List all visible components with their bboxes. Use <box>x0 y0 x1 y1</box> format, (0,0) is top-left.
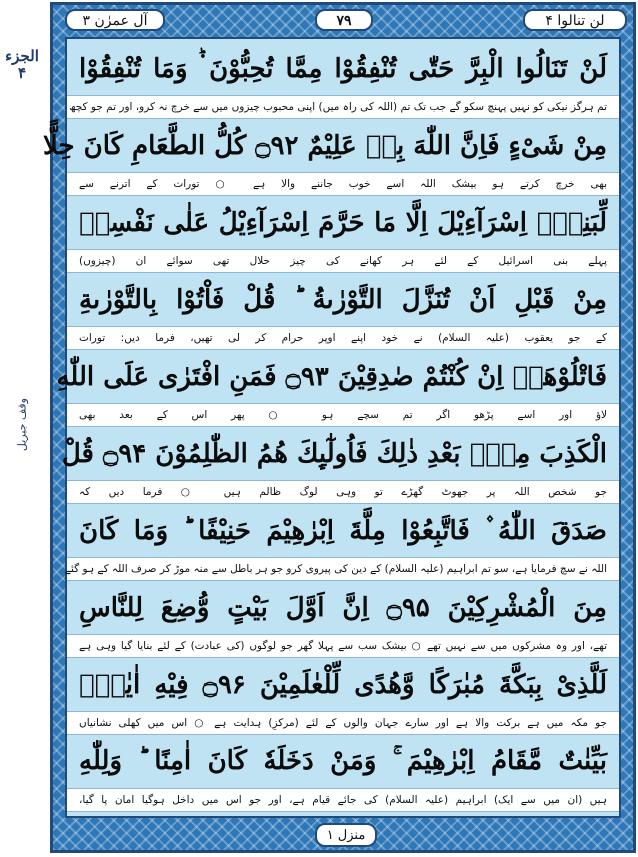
surah-name-label: آل عمرٰن ۳ <box>65 9 165 31</box>
page-number: ۷۹ <box>315 9 373 31</box>
translation-line: بھی خرچ کرتے ہو بیشک اللہ اسے خوب جاننے والا ہے ○ تورات کے اترنے سے <box>67 172 619 196</box>
translation-line: تم ہرگز نیکی کو نہیں پہنچ سکو گے جب تک تم (اللہ کی راہ میں) اپنی محبوب چیزوں میں سے خرچ نہ کرو، اور تم جو کچھ <box>67 95 619 119</box>
manzil-label: منزل ۱ <box>315 823 377 847</box>
arabic-line: لِّبَنِیْۤ اِسْرَآءِیْلَ اِلَّا مَا حَرَّمَ اِسْرَآءِیْلُ عَلٰى نَفْسِهٖ <box>79 207 607 238</box>
para-name-label: لن تنالوا ۴ <box>523 9 627 31</box>
arabic-line: صَدَقَ اللّٰهُ ۫ فَاتَّبِعُوْا مِلَّةَ اِبْرٰهِیْمَ حَنِیْفًا ؕ وَمَا كَانَ <box>79 515 607 546</box>
translation-line: ہیں (ان میں سے ایک) ابراہیم (علیہ السلام) کی جائے قیام ہے، اور جو اس میں داخل ہوگیا امان پا گیا، <box>67 788 619 812</box>
translation-line: لاؤ اور اسے پڑھو اگر تم سچے ہو ○ پھر اس کے بعد بھی <box>67 403 619 427</box>
translation-line: پہلے بنی اسرائیل کے لئے ہر کھانے کی چیز حلال تھی سوائے ان (چیزوں) <box>67 249 619 273</box>
translation-line: اللہ نے سچ فرمایا ہے، سو تم ابراہیم (علیہ السلام) کے دین کی پیروی کرو جو ہر باطل سے منہ موڑ کر صرف اللہ کے ہو گئے <box>67 557 619 581</box>
arabic-line: مِنْ قَبْلِ اَنْ تُنَزَّلَ التَّوْرٰىةُ ؕ قُلْ فَاْتُوْا بِالتَّوْرٰىةِ <box>79 284 607 315</box>
translation-line: کے جو یعقوب (علیہ السلام) نے خود اپنے اوپر حرام کر لی تھیں، فرما دیں: تورات <box>67 326 619 350</box>
translation-line: جو شخص اللہ پر جھوٹ گھڑے تو وہی لوگ ظالم ہیں ○ فرما دیں کہ <box>67 480 619 504</box>
juz-marker: الجزء ۴ <box>5 47 39 82</box>
arabic-line: لَنْ تَنَالُوا الْبِرَّ حَتّٰى تُنْفِقُوْا مِمَّا تُحِبُّوْنَ ۬ؕ وَمَا تُنْفِقُوْا <box>79 54 607 84</box>
arabic-line: فَاتْلُوْهَاۤ اِنْ كُنْتُمْ صٰدِقِیْنَ ۝۹۳ فَمَنِ افْتَرٰى عَلَى اللّٰهِ <box>56 361 607 392</box>
translation-line: جو مکہ میں ہے برکت والا ہے اور سارے جہان والوں کے لئے (مرکزِ) ہدایت ہے ○ اس میں کھلی نشانیاں <box>67 711 619 735</box>
arabic-line: بَیِّنٰتٌ مَّقَامُ اِبْرٰهِیْمَ ۚ وَمَنْ دَخَلَهٗ كَانَ اٰمِنًا ؕ وَلِلّٰهِ <box>79 746 607 777</box>
arabic-line: لَلَّذِیْ بِبَكَّةَ مُبٰرَكًا وَّهُدًى لِّلْعٰلَمِیْنَ ۝۹۶ فِیْهِ اٰیٰتٌۢ <box>79 669 608 700</box>
text-panel <box>42 37 621 818</box>
arabic-line: مِنْ شَیْءٍ فَاِنَّ اللّٰهَ بِهٖ عَلِیْمٌ ۝۹۲ كُلُّ الطَّعَامِ كَانَ حِلًّا <box>42 130 607 161</box>
translation-line: تھے، اور وہ مشرکوں میں سے نہیں تھے ○ بیشک سب سے پہلا گھر جو لوگوں (کی عبادت) کے لئے بنایا گیا وہی ہے <box>67 634 619 658</box>
page-frame <box>42 2 636 853</box>
arabic-line: الْكَذِبَ مِنْۢ بَعْدِ ذٰلِكَ فَاُولٰٓىِٕكَ هُمُ الظّٰلِمُوْنَ ۝۹۴ قُلْ <box>61 438 607 469</box>
arabic-line: مِنَ الْمُشْرِكِیْنَ ۝۹۵ اِنَّ اَوَّلَ بَیْتٍ وُّضِعَ لِلنَّاسِ <box>79 592 607 623</box>
waqf-note: وقف جبریل <box>15 398 29 452</box>
